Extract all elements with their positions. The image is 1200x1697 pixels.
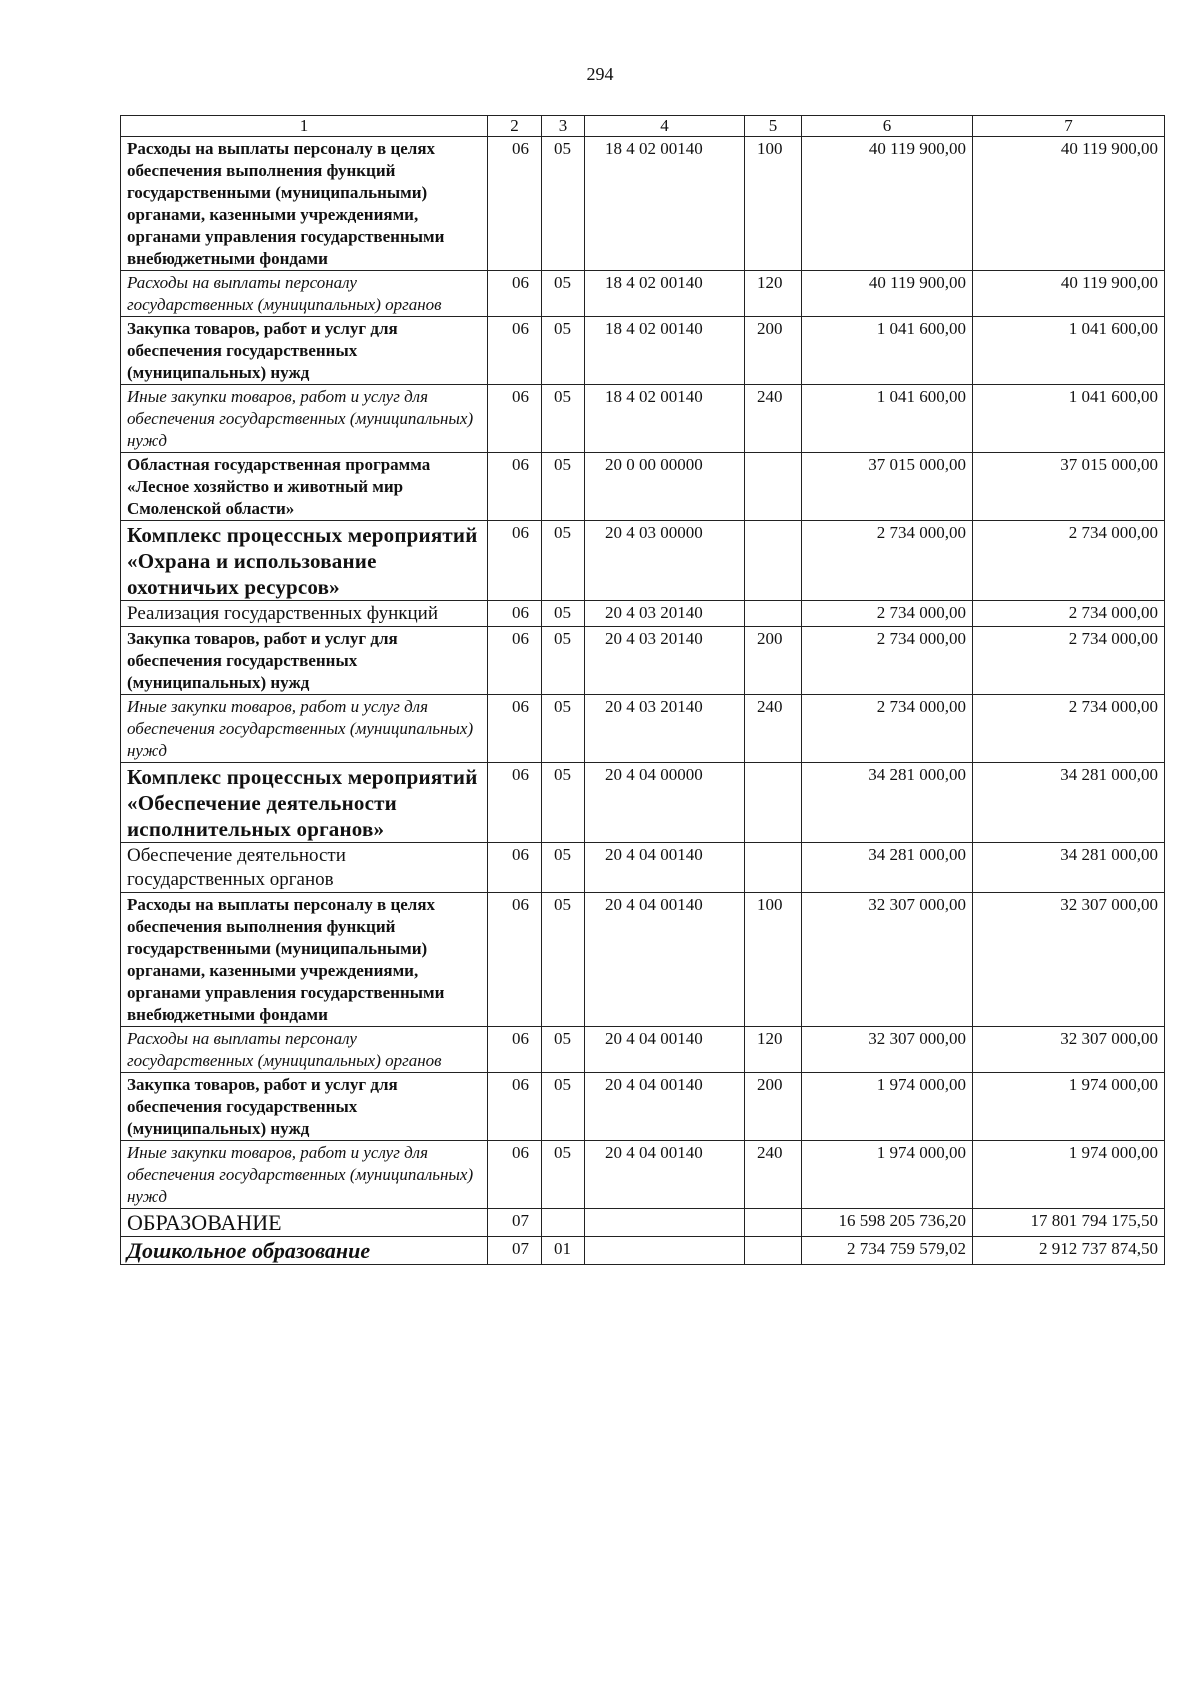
row-name: Закупка товаров, работ и услуг для обеспечения государственных (муниципальных) нужд (121, 1073, 488, 1141)
amount-year-1: 2 734 000,00 (802, 521, 973, 601)
row-name: Комплекс процессных мероприятий «Охрана и использование охотничьих ресурсов» (121, 521, 488, 601)
section-code: 06 (488, 271, 542, 317)
amount-year-2: 2 912 737 874,50 (973, 1237, 1165, 1265)
amount-year-1: 1 974 000,00 (802, 1073, 973, 1141)
table-row (121, 627, 1165, 695)
table-row (121, 317, 1165, 385)
target-article-code: 20 4 04 00140 (585, 843, 745, 893)
expense-type-code: 200 (745, 317, 802, 385)
expense-type-code: 240 (745, 385, 802, 453)
amount-year-2: 32 307 000,00 (973, 893, 1165, 1027)
subsection-code: 05 (542, 627, 585, 695)
amount-year-1: 40 119 900,00 (802, 137, 973, 271)
expense-type-code (745, 843, 802, 893)
section-code: 06 (488, 627, 542, 695)
section-code: 06 (488, 1141, 542, 1209)
subsection-code: 05 (542, 1073, 585, 1141)
row-name: Закупка товаров, работ и услуг для обеспечения государственных (муниципальных) нужд (121, 627, 488, 695)
header-col-1: 1 (121, 116, 488, 137)
section-code: 06 (488, 843, 542, 893)
budget-table (120, 115, 1165, 1265)
table-row (121, 137, 1165, 271)
amount-year-2: 1 041 600,00 (973, 317, 1165, 385)
row-name: ОБРАЗОВАНИЕ (121, 1209, 488, 1237)
amount-year-2: 2 734 000,00 (973, 627, 1165, 695)
amount-year-2: 40 119 900,00 (973, 137, 1165, 271)
amount-year-2: 1 974 000,00 (973, 1141, 1165, 1209)
amount-year-1: 32 307 000,00 (802, 893, 973, 1027)
table-row (121, 893, 1165, 1027)
header-row (121, 116, 1165, 137)
table-row (121, 695, 1165, 763)
target-article-code: 20 4 03 00000 (585, 521, 745, 601)
table-row (121, 1141, 1165, 1209)
subsection-code: 05 (542, 695, 585, 763)
table-header (121, 116, 1165, 137)
amount-year-1: 32 307 000,00 (802, 1027, 973, 1073)
amount-year-2: 1 974 000,00 (973, 1073, 1165, 1141)
subsection-code: 01 (542, 1237, 585, 1265)
table-row (121, 843, 1165, 893)
row-name: Расходы на выплаты персоналу в целях обеспечения выполнения функций государственными (муниципальными) органами, казенными учреждениями, органами управления государственными внебюджетными фондами (121, 137, 488, 271)
section-code: 06 (488, 317, 542, 385)
subsection-code: 05 (542, 453, 585, 521)
subsection-code: 05 (542, 763, 585, 843)
row-name: Дошкольное образование (121, 1237, 488, 1265)
amount-year-2: 2 734 000,00 (973, 601, 1165, 627)
table-row (121, 385, 1165, 453)
header-col-6: 6 (802, 116, 973, 137)
section-code: 06 (488, 763, 542, 843)
table-body (121, 137, 1165, 1265)
expense-type-code: 120 (745, 271, 802, 317)
expense-type-code: 200 (745, 1073, 802, 1141)
target-article-code: 20 4 03 20140 (585, 601, 745, 627)
page-number: 294 (586, 64, 614, 84)
subsection-code: 05 (542, 843, 585, 893)
section-code: 06 (488, 1073, 542, 1141)
amount-year-2: 37 015 000,00 (973, 453, 1165, 521)
subsection-code: 05 (542, 271, 585, 317)
target-article-code: 20 0 00 00000 (585, 453, 745, 521)
table-row (121, 1027, 1165, 1073)
row-name: Реализация государственных функций (121, 601, 488, 627)
expense-type-code: 100 (745, 137, 802, 271)
section-code: 07 (488, 1209, 542, 1237)
table-row (121, 521, 1165, 601)
amount-year-1: 34 281 000,00 (802, 843, 973, 893)
section-code: 07 (488, 1237, 542, 1265)
row-name: Расходы на выплаты персоналу государственных (муниципальных) органов (121, 1027, 488, 1073)
row-name: Иные закупки товаров, работ и услуг для обеспечения государственных (муниципальных) нужд (121, 695, 488, 763)
amount-year-2: 17 801 794 175,50 (973, 1209, 1165, 1237)
expense-type-code (745, 763, 802, 843)
amount-year-1: 1 041 600,00 (802, 317, 973, 385)
amount-year-1: 2 734 000,00 (802, 627, 973, 695)
expense-type-code (745, 1209, 802, 1237)
amount-year-1: 2 734 000,00 (802, 695, 973, 763)
row-name: Комплекс процессных мероприятий «Обеспечение деятельности исполнительных органов» (121, 763, 488, 843)
table-row (121, 763, 1165, 843)
amount-year-2: 32 307 000,00 (973, 1027, 1165, 1073)
target-article-code: 18 4 02 00140 (585, 317, 745, 385)
amount-year-1: 40 119 900,00 (802, 271, 973, 317)
row-name: Обеспечение деятельности государственных органов (121, 843, 488, 893)
table-row (121, 1209, 1165, 1237)
table-row (121, 1073, 1165, 1141)
amount-year-1: 16 598 205 736,20 (802, 1209, 973, 1237)
subsection-code: 05 (542, 385, 585, 453)
subsection-code: 05 (542, 521, 585, 601)
row-name: Расходы на выплаты персоналу государственных (муниципальных) органов (121, 271, 488, 317)
amount-year-2: 1 041 600,00 (973, 385, 1165, 453)
target-article-code (585, 1209, 745, 1237)
amount-year-1: 2 734 759 579,02 (802, 1237, 973, 1265)
target-article-code: 20 4 04 00140 (585, 1073, 745, 1141)
amount-year-2: 34 281 000,00 (973, 763, 1165, 843)
expense-type-code (745, 521, 802, 601)
subsection-code: 05 (542, 137, 585, 271)
table-row (121, 271, 1165, 317)
subsection-code: 05 (542, 893, 585, 1027)
section-code: 06 (488, 695, 542, 763)
section-code: 06 (488, 1027, 542, 1073)
header-col-2: 2 (488, 116, 542, 137)
expense-type-code: 200 (745, 627, 802, 695)
subsection-code (542, 1209, 585, 1237)
header-col-4: 4 (585, 116, 745, 137)
expense-type-code: 240 (745, 695, 802, 763)
amount-year-2: 34 281 000,00 (973, 843, 1165, 893)
amount-year-1: 37 015 000,00 (802, 453, 973, 521)
header-col-5: 5 (745, 116, 802, 137)
row-name: Иные закупки товаров, работ и услуг для обеспечения государственных (муниципальных) нужд (121, 1141, 488, 1209)
row-name: Областная государственная программа «Лесное хозяйство и животный мир Смоленской области» (121, 453, 488, 521)
target-article-code: 20 4 04 00140 (585, 893, 745, 1027)
table-row (121, 453, 1165, 521)
expense-type-code: 120 (745, 1027, 802, 1073)
amount-year-1: 1 974 000,00 (802, 1141, 973, 1209)
row-name: Закупка товаров, работ и услуг для обеспечения государственных (муниципальных) нужд (121, 317, 488, 385)
target-article-code: 18 4 02 00140 (585, 137, 745, 271)
section-code: 06 (488, 521, 542, 601)
subsection-code: 05 (542, 1141, 585, 1209)
header-col-3: 3 (542, 116, 585, 137)
target-article-code: 18 4 02 00140 (585, 271, 745, 317)
amount-year-2: 2 734 000,00 (973, 521, 1165, 601)
expense-type-code (745, 1237, 802, 1265)
header-col-7: 7 (973, 116, 1165, 137)
target-article-code: 18 4 02 00140 (585, 385, 745, 453)
expense-type-code: 100 (745, 893, 802, 1027)
row-name: Расходы на выплаты персоналу в целях обеспечения выполнения функций государственными (муниципальными) органами, казенными учреждениями, органами управления государственными внебюджетными фондами (121, 893, 488, 1027)
subsection-code: 05 (542, 1027, 585, 1073)
target-article-code: 20 4 04 00140 (585, 1141, 745, 1209)
amount-year-2: 2 734 000,00 (973, 695, 1165, 763)
target-article-code (585, 1237, 745, 1265)
subsection-code: 05 (542, 317, 585, 385)
subsection-code: 05 (542, 601, 585, 627)
amount-year-2: 40 119 900,00 (973, 271, 1165, 317)
section-code: 06 (488, 453, 542, 521)
amount-year-1: 2 734 000,00 (802, 601, 973, 627)
amount-year-1: 34 281 000,00 (802, 763, 973, 843)
table-row (121, 1237, 1165, 1265)
target-article-code: 20 4 03 20140 (585, 695, 745, 763)
expense-type-code (745, 601, 802, 627)
row-name: Иные закупки товаров, работ и услуг для обеспечения государственных (муниципальных) нужд (121, 385, 488, 453)
amount-year-1: 1 041 600,00 (802, 385, 973, 453)
section-code: 06 (488, 893, 542, 1027)
expense-type-code (745, 453, 802, 521)
table-row (121, 601, 1165, 627)
target-article-code: 20 4 03 20140 (585, 627, 745, 695)
target-article-code: 20 4 04 00140 (585, 1027, 745, 1073)
expense-type-code: 240 (745, 1141, 802, 1209)
section-code: 06 (488, 385, 542, 453)
target-article-code: 20 4 04 00000 (585, 763, 745, 843)
section-code: 06 (488, 601, 542, 627)
section-code: 06 (488, 137, 542, 271)
